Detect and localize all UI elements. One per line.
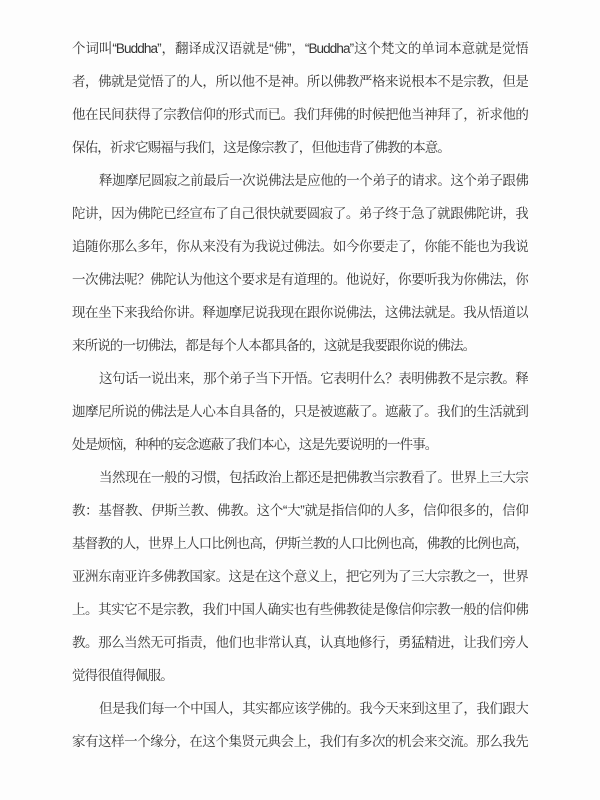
text-line: 来所说的一切佛法，都是每个人本都具备的，这就是我要跟你说的佛法。 — [72, 338, 476, 353]
text-line: 迦摩尼所说的佛法是人心本自具备的，只是被遮蔽了。遮蔽了。我们的生活就到 — [72, 404, 528, 419]
text-line: 教：基督教、伊斯兰教、佛教。这个“大”就是指信仰的人多，信仰很多的，信仰 — [72, 503, 528, 518]
text-line: 追随你那么多年，你从来没有为我说过佛法。如今你要走了，你能不能也为我说 — [72, 239, 528, 254]
text-line: 一次佛法呢？佛陀认为他这个要求是有道理的。他说好，你要听我为你佛法，你 — [72, 272, 528, 287]
text-line: 释迦摩尼圆寂之前最后一次说佛法是应他的一个弟子的请求。这个弟子跟佛 — [99, 173, 528, 188]
text-line: 保佑，祈求它赐福与我们，这是像宗教了，但他违背了佛教的本意。 — [72, 140, 450, 155]
text-line: 亚洲东南亚许多佛教国家。这是在这个意义上，把它列为了三大宗教之一，世界 — [72, 569, 528, 584]
text-line: 当然现在一般的习惯，包括政治上都还是把佛教当宗教看了。世界上三大宗 — [99, 470, 528, 485]
text-line: 觉得很值得佩服。 — [72, 668, 173, 683]
text-line: 上。其实它不是宗教，我们中国人确实也有些佛教徒是像信仰宗教一般的信仰佛 — [72, 602, 528, 617]
text-line: 者，佛就是觉悟了的人，所以他不是神。所以佛教严格来说根本不是宗教，但是 — [72, 74, 528, 89]
text-line: 家有这样一个缘分，在这个集贤元典会上，我们有多次的机会来交流。那么我先 — [72, 734, 528, 749]
text-line: 这句话一说出来，那个弟子当下开悟。它表明什么？表明佛教不是宗教。释 — [99, 371, 528, 386]
text-line: 陀讲，因为佛陀已经宣布了自己很快就要圆寂了。弟子终于急了就跟佛陀讲，我 — [72, 206, 528, 221]
text-line: 现在坐下来我给你讲。释迦摩尼说我现在跟你说佛法，这佛法就是。我从悟道以 — [72, 305, 528, 320]
text-line: 他在民间获得了宗教信仰的形式而已。我们拜佛的时候把他当神拜了，祈求他的 — [72, 107, 528, 122]
text-line: 但是我们每一个中国人，其实都应该学佛的。我今天来到这里了，我们跟大 — [99, 701, 528, 716]
text-line: 基督教的人，世界上人口比例也高，伊斯兰教的人口比例也高，佛教的比例也高， — [72, 536, 528, 551]
text-line: 处是烦恼，种种的妄念遮蔽了我们本心，这是先要说明的一件事。 — [72, 437, 438, 452]
text-line: 个词叫“Buddha”，翻译成汉语就是“佛”，“Buddha”这个梵文的单词本意就是觉悟 — [72, 41, 528, 56]
text-line: 教。那么当然无可指责，他们也非常认真，认真地修行，勇猛精进，让我们旁人 — [72, 635, 528, 650]
